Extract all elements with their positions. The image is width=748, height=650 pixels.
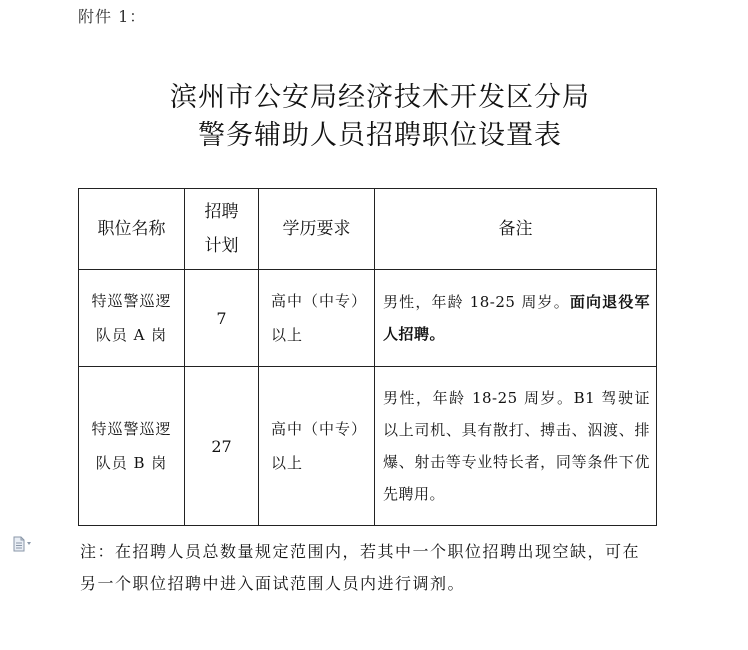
- cell-plan: 7: [185, 270, 259, 367]
- header-education: 学历要求: [259, 189, 375, 270]
- position-line-2: 队员 B 岗: [95, 454, 168, 472]
- position-line-1: 特巡警巡逻: [91, 292, 172, 310]
- title-line-2: 警务辅助人员招聘职位设置表: [198, 120, 562, 151]
- table-header-row: [79, 189, 657, 270]
- position-line-1: 特巡警巡逻: [91, 420, 172, 438]
- education-line-1: 高中（中专）: [271, 292, 368, 310]
- header-position: 职位名称: [79, 189, 185, 270]
- cell-position: [79, 367, 185, 526]
- footnote: 注：在招聘人员总数量规定范围内，若其中一个职位招聘出现空缺，可在另一个职位招聘中进入面试范围人员内进行调剂。: [80, 542, 641, 593]
- document-icon[interactable]: [12, 536, 34, 552]
- title-line-1: 滨州市公安局经济技术开发区分局: [170, 82, 590, 113]
- header-plan-line-2: 计划: [204, 236, 239, 256]
- cell-remarks: [375, 270, 657, 367]
- header-plan: [185, 189, 259, 270]
- header-remarks: 备注: [375, 189, 657, 270]
- education-line-1: 高中（中专）: [271, 420, 368, 438]
- table-row: [79, 270, 657, 367]
- cell-position: [79, 270, 185, 367]
- position-line-2: 队员 A 岗: [95, 326, 168, 344]
- header-plan-line-1: 招聘: [204, 202, 239, 222]
- remarks-plain: 男性，年龄 18-25 周岁。: [383, 293, 570, 311]
- cell-plan: 27: [185, 367, 259, 526]
- education-line-2: 以上: [271, 454, 304, 472]
- cell-education: [259, 270, 375, 367]
- table-row: [79, 367, 657, 526]
- positions-table: [78, 188, 657, 526]
- education-line-2: 以上: [271, 326, 304, 344]
- cell-remarks: 男性，年龄 18-25 周岁。B1 驾驶证以上司机、具有散打、搏击、泅渡、排爆、射击等专业特长者，同等条件下优先聘用。: [375, 367, 657, 526]
- cell-education: [259, 367, 375, 526]
- remarks-bold: 面向退役军人招聘。: [383, 293, 650, 343]
- attachment-label: 附件 1：: [78, 7, 147, 26]
